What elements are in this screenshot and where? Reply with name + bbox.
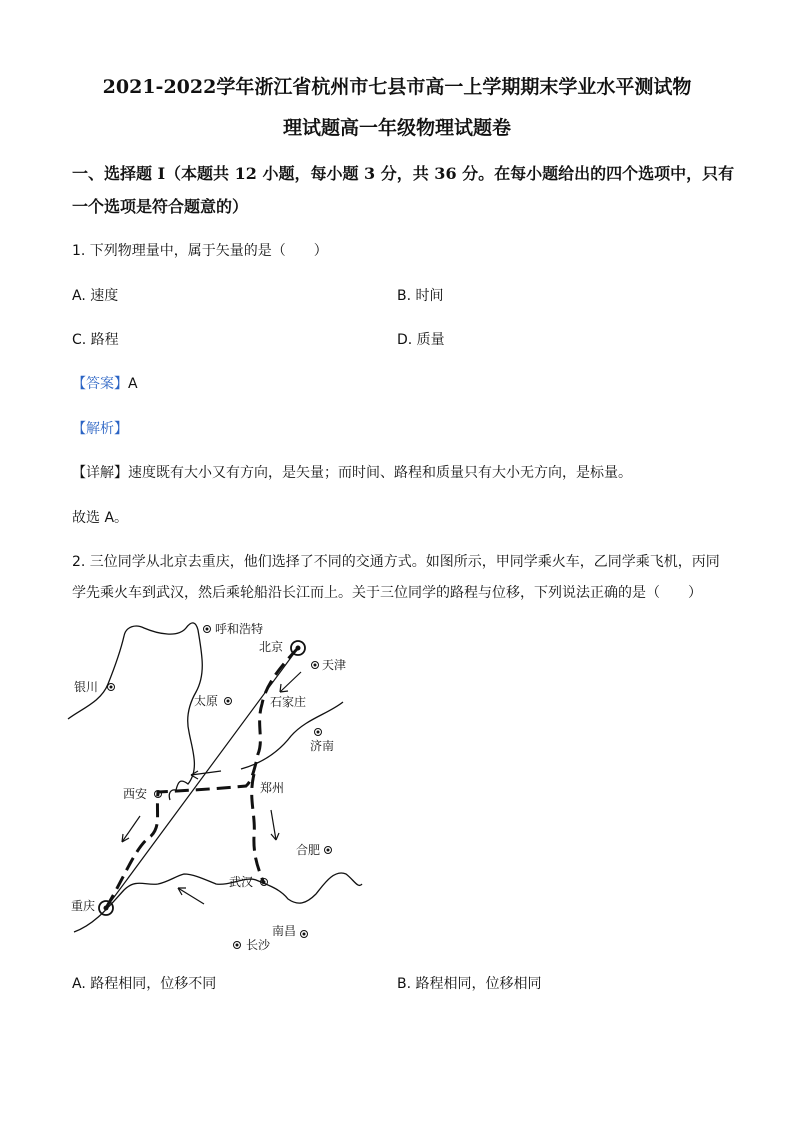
label-wuhan: 武汉: [229, 875, 254, 889]
q2-option-b: B. 路程相同，位移相同: [397, 976, 542, 992]
q2-option-a: A. 路程相同，位移不同: [72, 976, 217, 992]
marker-nanchang-icon: [301, 931, 308, 938]
label-taiyuan: 太原: [194, 694, 219, 708]
answer-value: A: [128, 376, 138, 392]
arrow-boat-icon: [178, 888, 204, 904]
marker-chongqing-icon: [99, 901, 113, 915]
q2-stem-line1: 2. 三位同学从北京去重庆，他们选择了不同的交通方式。如图所示，甲同学乘火车，乙同学乘飞机，丙同: [72, 554, 720, 570]
marker-tianjin-icon: [312, 662, 319, 669]
label-xian: 西安: [123, 787, 148, 801]
label-hefei: 合肥: [296, 843, 321, 857]
page-title-line2: 理试题高一年级物理试题卷: [282, 117, 511, 139]
section-heading: [72, 157, 735, 223]
page-title-line1: 2021-2022学年浙江省杭州市七县市高一上学期期末学业水平测试物: [102, 76, 692, 98]
q1-analysis: [72, 418, 128, 438]
analysis-tag: 【解析】: [72, 421, 128, 437]
label-tianjin: 天津: [322, 658, 347, 672]
detail-text: 速度既有大小又有方向，是矢量；而时间、路程和质量只有大小无方向，是标量。: [128, 465, 632, 481]
label-changsha: 长沙: [246, 938, 271, 952]
marker-huhehaote-icon: [204, 626, 211, 633]
label-chongqing: 重庆: [71, 899, 96, 913]
marker-hefei-icon: [325, 847, 332, 854]
label-huhehaote: 呼和浩特: [215, 622, 264, 636]
q1-answer: [72, 373, 138, 393]
q2-stem-line2: 学先乘火车到武汉，然后乘轮船沿长江而上。关于三位同学的路程与位移，下列说法正确的是（ ）: [72, 585, 702, 601]
arrow-southwest-icon: [122, 816, 140, 842]
q1-option-a: A. 速度: [72, 288, 119, 304]
q1-option-b: B. 时间: [397, 288, 444, 304]
q1-conclusion: 故选 A。: [72, 510, 129, 526]
yangtze-river-line: [74, 873, 362, 932]
section-heading-line1: 一、选择题 I（本题共 12 小题，每小题 3 分，共 36 分。在每小题给出的四个选项中，只有: [72, 164, 735, 183]
detail-tag: 【详解】: [72, 465, 128, 481]
q1-option-d: D. 质量: [397, 332, 445, 348]
q1-detail: [72, 462, 632, 482]
answer-tag: 【答案】: [72, 376, 128, 392]
label-shijiazhuang: 石家庄: [270, 695, 307, 709]
marker-jinan-icon: [315, 729, 322, 736]
label-zhengzhou: 郑州: [260, 781, 285, 795]
label-yinchuan: 银川: [74, 680, 99, 694]
marker-beijing-icon: [291, 641, 305, 655]
label-beijing: 北京: [259, 640, 284, 654]
arrow-south-icon: [271, 810, 279, 840]
q1-option-c: C. 路程: [72, 332, 119, 348]
marker-taiyuan-icon: [225, 698, 232, 705]
yellow-river-line: [241, 702, 343, 769]
marker-changsha-icon: [234, 942, 241, 949]
label-jinan: 济南: [310, 739, 335, 753]
marker-yinchuan-icon: [108, 684, 115, 691]
section-heading-line2: 一个选项是符合题意的）: [72, 197, 249, 216]
q1-stem: 1. 下列物理量中，属于矢量的是（ ）: [72, 243, 328, 259]
left-boundary-line: [68, 623, 202, 800]
label-nanchang: 南昌: [272, 924, 297, 938]
route-map: [66, 614, 366, 954]
arrow-shijiazhuang-icon: [280, 672, 301, 692]
